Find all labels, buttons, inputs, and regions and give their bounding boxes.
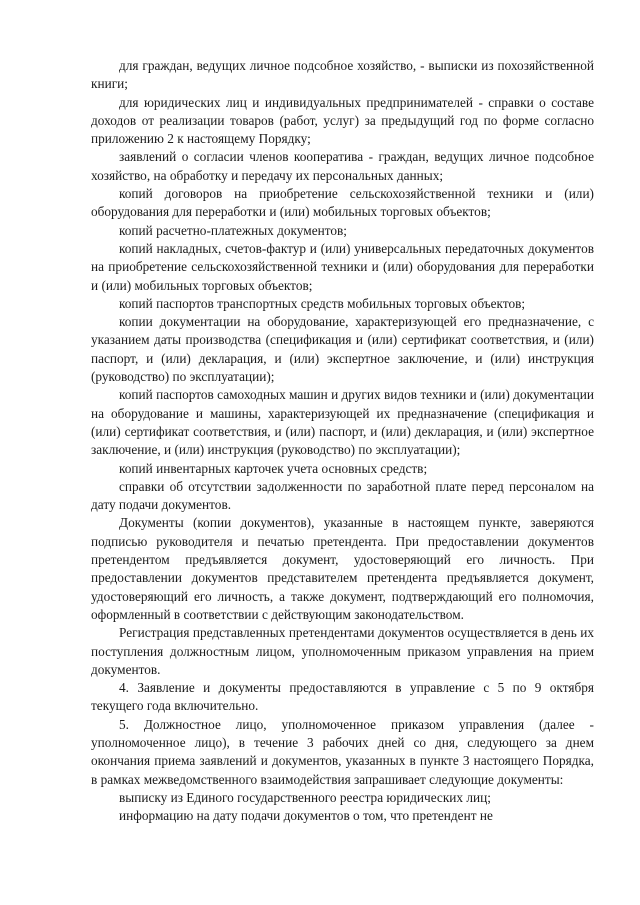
paragraph-income-certificate: для юридических лиц и индивидуальных предпринимателей - справки о составе доходов от реализации товаров (работ, услуг) за предыдущий год по форме согласно приложению 2 к настоящему Порядку; <box>91 94 594 147</box>
paragraph-equipment-documentation: копии документации на оборудование, характеризующей его предназначение, с указанием даты производства (спецификация и (или) сертификат соответствия, и (или) паспорт, и (или) декларация, и (или) экспертное заключение, и (или) инструкция (руководство) по эксплуатации); <box>91 314 594 385</box>
paragraph-item-4: 4. Заявление и документы предоставляются в управление с 5 по 9 октября текущего года включительно. <box>91 680 594 714</box>
paragraph-inventory-cards: копий инвентарных карточек учета основных средств; <box>119 460 428 476</box>
paragraph-item-5: 5. Должностное лицо, уполномоченное приказом управления (далее - уполномоченное лицо), в течение 3 рабочих дней со дня, следующего за днем окончания приема заявлений и документов, указанных в пункте 3 настоящего Порядка, в рамках межведомственного взаимодействия запрашивает следующие документы: <box>91 716 594 787</box>
paragraph-consent-statements: заявлений о согласии членов кооператива - граждан, ведущих личное подсобное хозяйство, на обработку и передачу их персональных данных; <box>91 149 594 183</box>
paragraph-document-certification: Документы (копии документов), указанные в настоящем пункте, заверяются подписью руководителя и печатью претендента. При предоставлении документов претендентом предъявляется документ, удостоверяющий его личность. При предоставлении документов представителем претендента предъявляется документ, удостоверяющий его личность, а также документ, подтверждающий его полномочия, оформленный в соответствии с действующим законодательством. <box>91 515 594 622</box>
paragraph-machinery-passports: копий паспортов самоходных машин и других видов техники и (или) документации на оборудование и машины, характеризующей их предназначение (спецификация и (или) сертификат соответствия, и (или) паспорт, и (или) декларация, и (или) экспертное заключение, и (или) инструкция (руководство) по эксплуатации); <box>91 387 594 458</box>
paragraph-registration: Регистрация представленных претендентами документов осуществляется в день их поступления должностным лицом, уполномоченным приказом управления на прием документов. <box>91 625 594 677</box>
paragraph-information-request: информацию на дату подачи документов о том, что претендент не <box>119 808 493 824</box>
paragraph-vehicle-passports: копий паспортов транспортных средств мобильных торговых объектов; <box>119 295 526 311</box>
document-body <box>91 57 594 825</box>
paragraph-invoices: копий накладных, счетов-фактур и (или) универсальных передаточных документов на приобретение сельскохозяйственной техники и (или) оборудования для переработки и (или) мобильных торговых объектов; <box>91 240 594 293</box>
paragraph-household-extracts: для граждан, ведущих личное подсобное хозяйство, - выписки из похозяйственной книги; <box>91 58 594 92</box>
paragraph-registry-extract: выписку из Единого государственного реестра юридических лиц; <box>119 789 491 805</box>
paragraph-payment-documents: копий расчетно-платежных документов; <box>119 222 347 238</box>
paragraph-purchase-contracts: копий договоров на приобретение сельскохозяйственной техники и (или) оборудования для переработки и (или) мобильных торговых объектов; <box>91 186 594 220</box>
paragraph-salary-debt-certificate: справки об отсутствии задолженности по заработной плате перед персоналом на дату подачи документов. <box>91 478 594 513</box>
